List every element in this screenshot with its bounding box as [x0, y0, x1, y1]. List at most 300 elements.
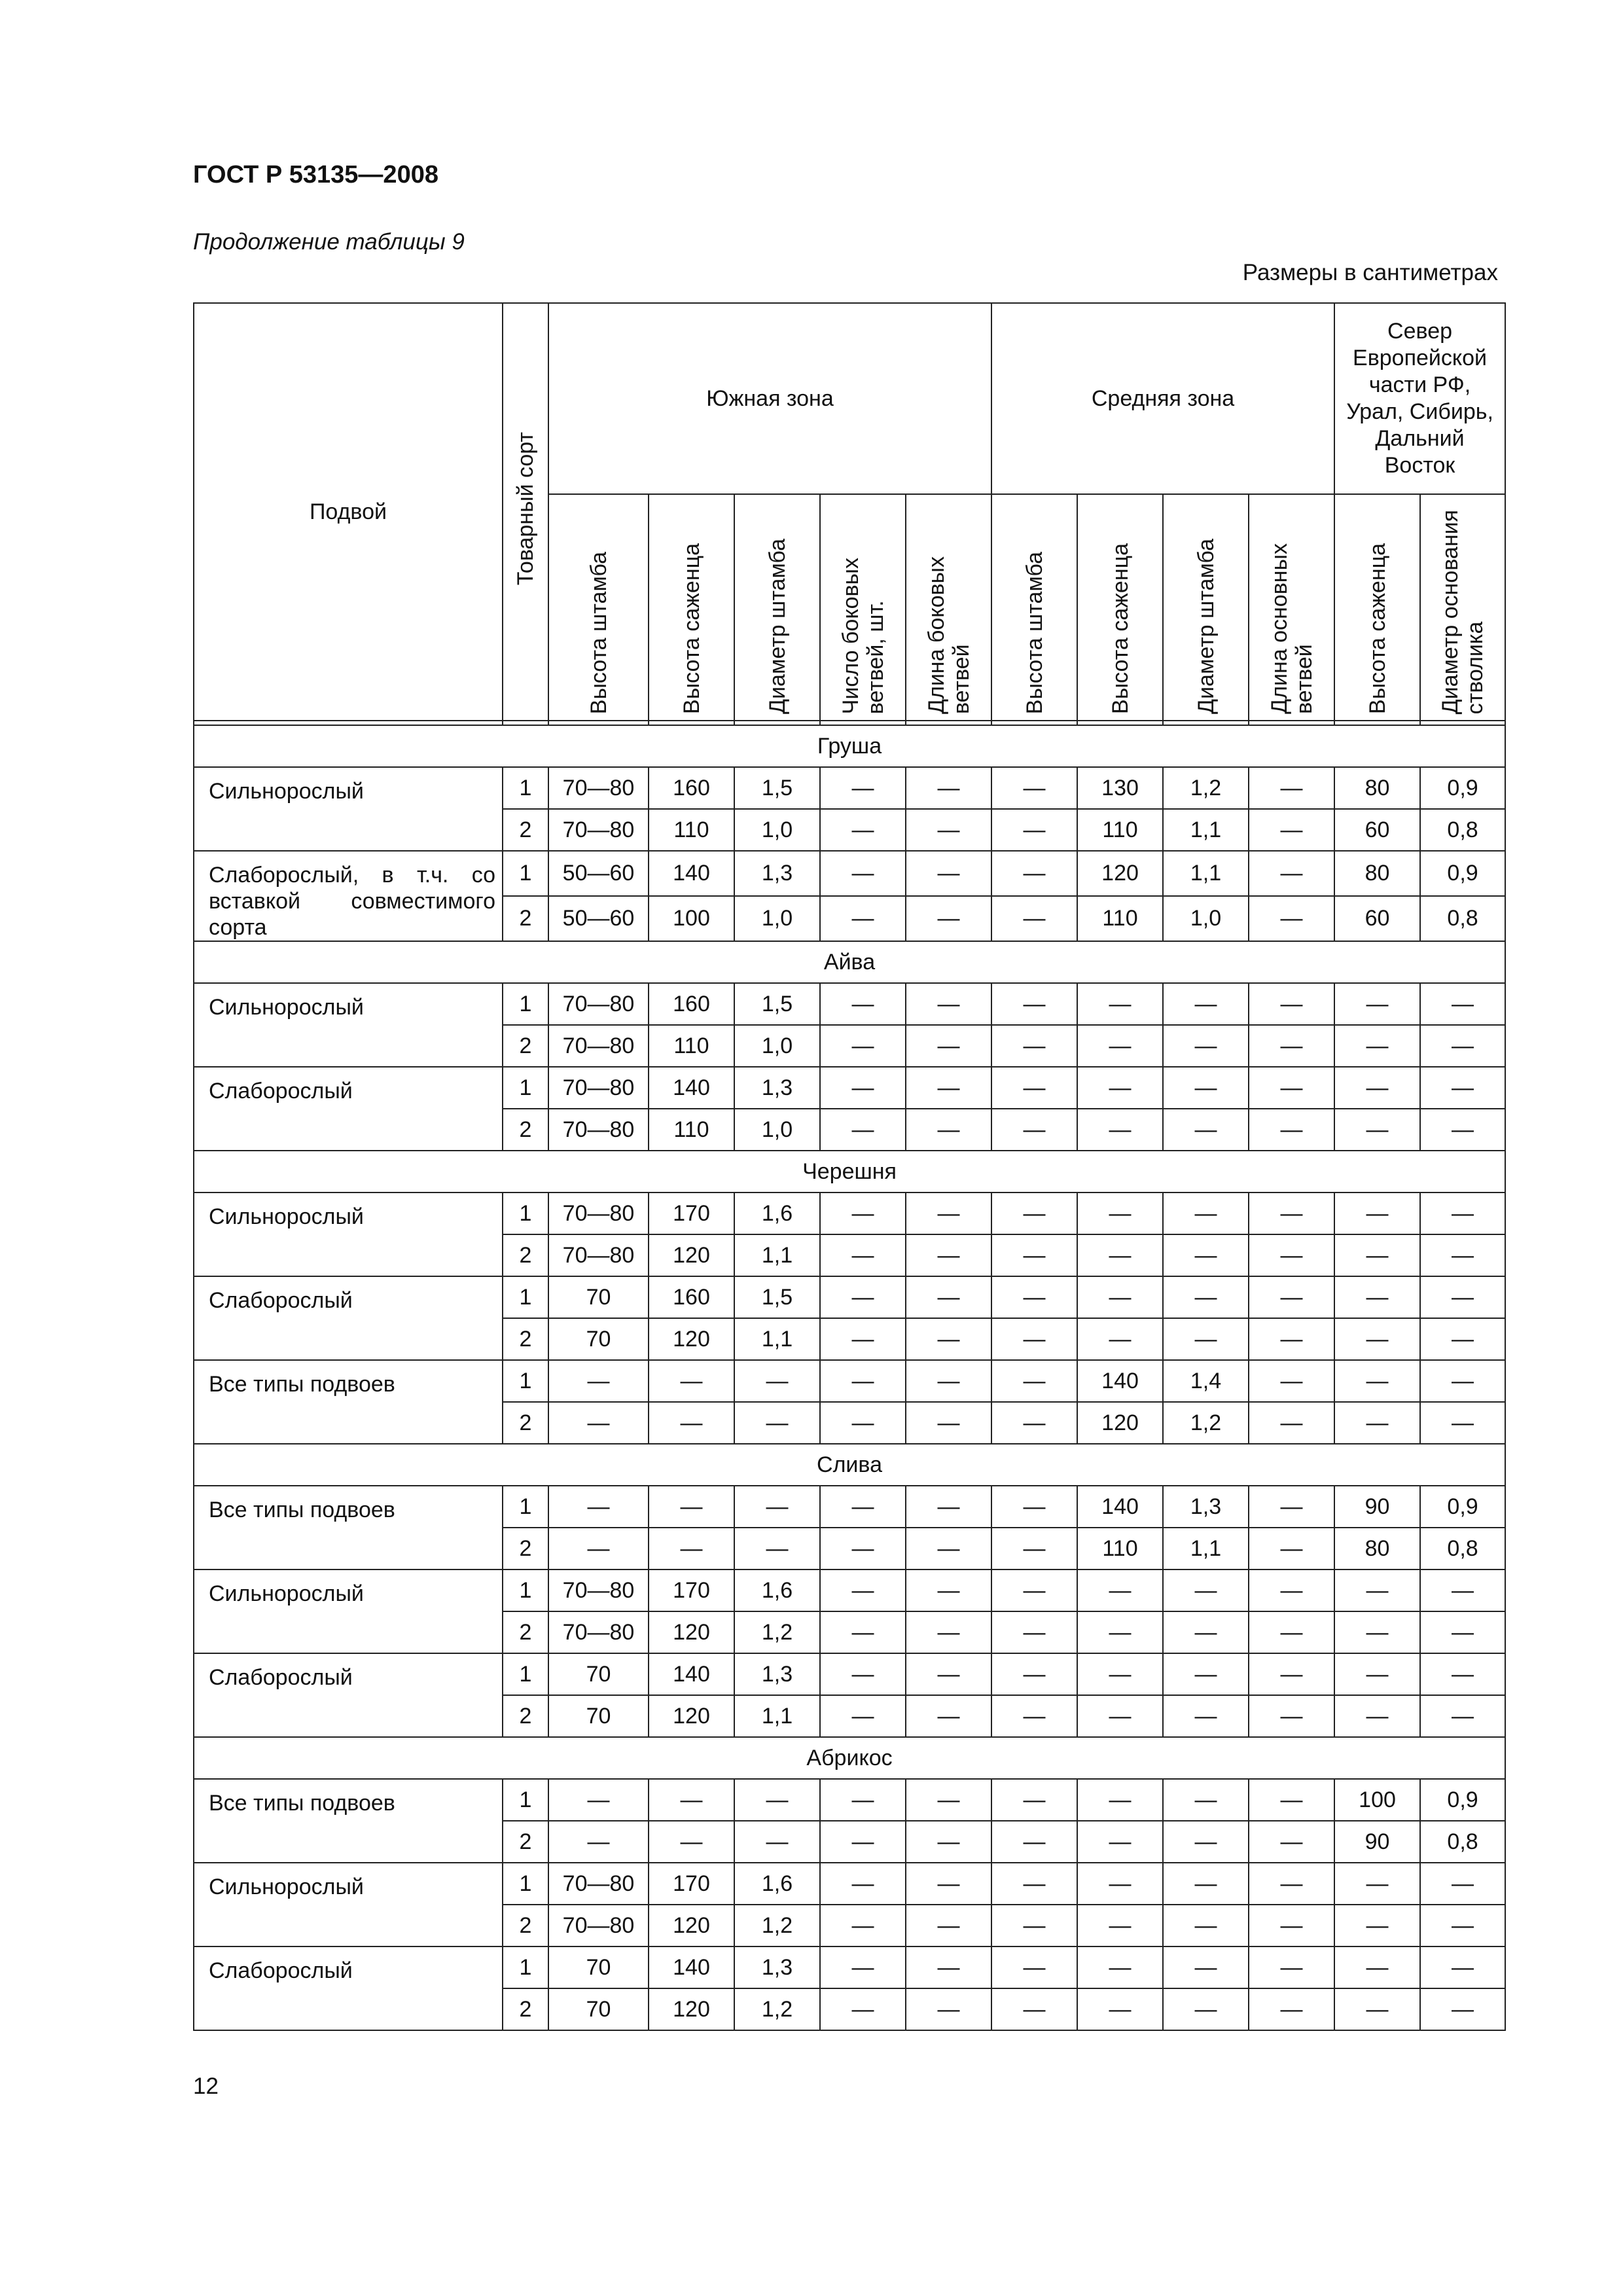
value-cell: — — [820, 851, 906, 896]
value-cell: — — [1077, 1234, 1163, 1276]
grade-cell: 1 — [503, 1276, 548, 1318]
table-row — [194, 983, 1505, 1025]
value-cell: — — [1163, 1863, 1249, 1905]
table-row — [194, 1193, 1505, 1234]
grade-cell: 1 — [503, 1360, 548, 1402]
value-cell: — — [991, 1402, 1077, 1444]
value-cell: — — [1334, 1402, 1420, 1444]
value-cell: 70—80 — [548, 1067, 649, 1109]
value-cell: 0,8 — [1420, 1821, 1505, 1863]
subheader-south-plant-height: Высота саженца — [649, 494, 734, 721]
value-cell: — — [1420, 1067, 1505, 1109]
value-cell: — — [1420, 1318, 1505, 1360]
rootstock-cell: Слаборослый — [194, 1276, 503, 1360]
value-cell: — — [906, 1988, 991, 2030]
value-cell: 70—80 — [548, 1109, 649, 1151]
grade-cell: 2 — [503, 1905, 548, 1946]
value-cell: 70 — [548, 1946, 649, 1988]
value-cell: — — [1420, 1570, 1505, 1611]
value-cell: 110 — [649, 1109, 734, 1151]
value-cell: 1,1 — [1163, 851, 1249, 896]
rootstock-cell: Слаборослый — [194, 1653, 503, 1737]
value-cell: 110 — [1077, 809, 1163, 851]
value-cell: — — [649, 1821, 734, 1863]
value-cell: — — [1077, 1653, 1163, 1695]
value-cell: — — [1077, 1821, 1163, 1863]
value-cell: 1,1 — [734, 1234, 820, 1276]
value-cell: — — [991, 1946, 1077, 1988]
value-cell: — — [1077, 1611, 1163, 1653]
value-cell: — — [1249, 983, 1334, 1025]
value-cell: 130 — [1077, 767, 1163, 809]
value-cell: — — [649, 1779, 734, 1821]
value-cell: 120 — [1077, 1402, 1163, 1444]
value-cell: — — [1249, 767, 1334, 809]
table-row — [194, 1067, 1505, 1109]
value-cell: 0,9 — [1420, 767, 1505, 809]
value-cell: 1,5 — [734, 1276, 820, 1318]
value-cell: — — [1249, 1067, 1334, 1109]
grade-cell: 2 — [503, 1109, 548, 1151]
value-cell: — — [1249, 1025, 1334, 1067]
value-cell: — — [906, 1276, 991, 1318]
table-row — [194, 1360, 1505, 1402]
value-cell: — — [820, 1234, 906, 1276]
value-cell: — — [734, 1486, 820, 1528]
value-cell: 120 — [649, 1988, 734, 2030]
value-cell: — — [906, 1695, 991, 1737]
value-cell: 1,2 — [734, 1988, 820, 2030]
value-cell: 1,4 — [1163, 1360, 1249, 1402]
value-cell: — — [1163, 1025, 1249, 1067]
value-cell: — — [820, 1025, 906, 1067]
value-cell: 80 — [1334, 767, 1420, 809]
north-zone-header — [1334, 303, 1505, 494]
value-cell: 110 — [1077, 1528, 1163, 1570]
grade-cell: 2 — [503, 1402, 548, 1444]
value-cell: — — [991, 851, 1077, 896]
value-cell: 1,1 — [1163, 809, 1249, 851]
col-grade-label: Товарный сорт — [513, 431, 538, 586]
value-cell: — — [820, 1486, 906, 1528]
value-cell: — — [1077, 1863, 1163, 1905]
value-cell: — — [1420, 1695, 1505, 1737]
value-cell: — — [820, 1402, 906, 1444]
value-cell: — — [1249, 851, 1334, 896]
value-cell: — — [548, 1486, 649, 1528]
value-cell: 170 — [649, 1863, 734, 1905]
value-cell: 1,0 — [734, 896, 820, 941]
value-cell: — — [820, 1779, 906, 1821]
value-cell: — — [820, 1360, 906, 1402]
value-cell: — — [820, 1193, 906, 1234]
value-cell: — — [820, 896, 906, 941]
value-cell: — — [1334, 1905, 1420, 1946]
value-cell: — — [820, 1863, 906, 1905]
value-cell: — — [1249, 896, 1334, 941]
value-cell: — — [906, 1067, 991, 1109]
value-cell: — — [1249, 1109, 1334, 1151]
value-cell: 70—80 — [548, 809, 649, 851]
value-cell: — — [820, 1905, 906, 1946]
value-cell: — — [1420, 1611, 1505, 1653]
grade-cell: 2 — [503, 1528, 548, 1570]
value-cell: 1,0 — [734, 1025, 820, 1067]
rootstock-cell: Сильнорослый — [194, 1193, 503, 1276]
value-cell: — — [1334, 1653, 1420, 1695]
value-cell: 0,9 — [1420, 851, 1505, 896]
grade-cell: 1 — [503, 1653, 548, 1695]
value-cell: — — [820, 1528, 906, 1570]
value-cell: — — [1077, 1318, 1163, 1360]
grade-cell: 1 — [503, 851, 548, 896]
value-cell: 1,3 — [734, 1946, 820, 1988]
value-cell: 70 — [548, 1988, 649, 2030]
crop-section-title: Абрикос — [194, 1737, 1505, 1779]
value-cell: 70—80 — [548, 1570, 649, 1611]
grade-cell: 1 — [503, 1946, 548, 1988]
value-cell: 0,9 — [1420, 1486, 1505, 1528]
value-cell: — — [1420, 1360, 1505, 1402]
value-cell: — — [1077, 1109, 1163, 1151]
crop-section-title: Груша — [194, 725, 1505, 767]
subheader-middle-main-branch-length: Длина основных ветвей — [1249, 494, 1334, 721]
value-cell: 70—80 — [548, 983, 649, 1025]
value-cell: — — [906, 896, 991, 941]
value-cell: — — [1334, 1067, 1420, 1109]
value-cell: — — [906, 1653, 991, 1695]
value-cell: — — [1249, 1234, 1334, 1276]
subheader-north-trunk-base-diameter: Диаметр основания стволика — [1420, 494, 1505, 721]
value-cell: — — [906, 1779, 991, 1821]
value-cell: — — [906, 1234, 991, 1276]
value-cell: — — [1420, 1025, 1505, 1067]
value-cell: 1,3 — [734, 1653, 820, 1695]
rootstock-cell: Слаборослый — [194, 1946, 503, 2030]
value-cell: 1,0 — [734, 809, 820, 851]
value-cell: — — [906, 1821, 991, 1863]
value-cell: — — [1077, 1067, 1163, 1109]
value-cell: 0,8 — [1420, 896, 1505, 941]
value-cell: — — [734, 1402, 820, 1444]
value-cell: — — [1249, 1946, 1334, 1988]
value-cell: — — [1163, 1234, 1249, 1276]
value-cell: — — [1334, 1193, 1420, 1234]
value-cell: 80 — [1334, 1528, 1420, 1570]
rootstock-cell: Слаборослый — [194, 1067, 503, 1151]
value-cell: 50—60 — [548, 851, 649, 896]
value-cell: — — [1420, 1193, 1505, 1234]
grade-cell: 1 — [503, 1863, 548, 1905]
rootstock-cell: Сильнорослый — [194, 1863, 503, 1946]
value-cell: — — [906, 851, 991, 896]
value-cell: — — [1077, 983, 1163, 1025]
table-row — [194, 1779, 1505, 1821]
value-cell: — — [1163, 1988, 1249, 2030]
value-cell: 120 — [1077, 851, 1163, 896]
value-cell: 1,6 — [734, 1863, 820, 1905]
crop-section-row — [194, 1444, 1505, 1486]
value-cell: 1,2 — [1163, 1402, 1249, 1444]
value-cell: — — [906, 1946, 991, 1988]
value-cell: — — [1163, 1821, 1249, 1863]
subheader-south-branch-count: Число боковых ветвей, шт. — [820, 494, 906, 721]
value-cell: — — [1077, 1946, 1163, 1988]
value-cell: — — [991, 1611, 1077, 1653]
value-cell: 170 — [649, 1193, 734, 1234]
middle-zone-header: Средняя зона — [991, 303, 1334, 494]
value-cell: 140 — [1077, 1486, 1163, 1528]
value-cell: — — [991, 983, 1077, 1025]
value-cell: — — [906, 1318, 991, 1360]
value-cell: — — [1420, 1402, 1505, 1444]
value-cell: 140 — [649, 1653, 734, 1695]
value-cell: — — [991, 896, 1077, 941]
subheader-south-stem-diameter: Диаметр штамба — [734, 494, 820, 721]
value-cell: — — [1163, 1905, 1249, 1946]
value-cell: — — [1077, 1193, 1163, 1234]
value-cell: — — [1163, 1611, 1249, 1653]
value-cell: — — [548, 1528, 649, 1570]
crop-section-title: Слива — [194, 1444, 1505, 1486]
value-cell: — — [906, 1025, 991, 1067]
value-cell: — — [820, 1695, 906, 1737]
value-cell: — — [1249, 1821, 1334, 1863]
value-cell: — — [1334, 1988, 1420, 2030]
table-header — [194, 303, 1505, 725]
rootstock-cell: Все типы подвоев — [194, 1360, 503, 1444]
value-cell: — — [906, 767, 991, 809]
value-cell: 1,2 — [1163, 767, 1249, 809]
value-cell: 120 — [649, 1695, 734, 1737]
value-cell: — — [820, 1821, 906, 1863]
value-cell: 60 — [1334, 896, 1420, 941]
value-cell: — — [1163, 1653, 1249, 1695]
value-cell: — — [991, 1234, 1077, 1276]
value-cell: — — [1334, 1318, 1420, 1360]
value-cell: — — [906, 1360, 991, 1402]
value-cell: 120 — [649, 1905, 734, 1946]
value-cell: — — [1249, 1611, 1334, 1653]
value-cell: 120 — [649, 1318, 734, 1360]
value-cell: — — [820, 1570, 906, 1611]
value-cell: — — [906, 1611, 991, 1653]
value-cell: — — [906, 1109, 991, 1151]
value-cell: — — [1249, 1360, 1334, 1402]
value-cell: — — [1163, 1570, 1249, 1611]
value-cell: 110 — [1077, 896, 1163, 941]
grade-cell: 2 — [503, 1695, 548, 1737]
value-cell: 100 — [1334, 1779, 1420, 1821]
value-cell: 1,0 — [1163, 896, 1249, 941]
grade-cell: 1 — [503, 1486, 548, 1528]
value-cell: 60 — [1334, 809, 1420, 851]
grade-cell: 1 — [503, 767, 548, 809]
value-cell: 110 — [649, 809, 734, 851]
value-cell: — — [991, 1695, 1077, 1737]
subheader-north-plant-height: Высота саженца — [1334, 494, 1420, 721]
value-cell: 1,5 — [734, 767, 820, 809]
value-cell: — — [1334, 983, 1420, 1025]
value-cell: — — [991, 1653, 1077, 1695]
value-cell: 1,3 — [734, 851, 820, 896]
value-cell: — — [820, 1611, 906, 1653]
value-cell: — — [906, 1905, 991, 1946]
value-cell: — — [1077, 1779, 1163, 1821]
value-cell: — — [1163, 1695, 1249, 1737]
table-row — [194, 767, 1505, 809]
header-double-rule — [194, 721, 1505, 725]
crop-section-row — [194, 941, 1505, 983]
value-cell: — — [734, 1528, 820, 1570]
subheader-middle-stem-height: Высота штамба — [991, 494, 1077, 721]
value-cell: — — [991, 1276, 1077, 1318]
value-cell: 80 — [1334, 851, 1420, 896]
value-cell: 1,1 — [734, 1318, 820, 1360]
table-row — [194, 1276, 1505, 1318]
value-cell: — — [649, 1486, 734, 1528]
grade-cell: 2 — [503, 1318, 548, 1360]
value-cell: — — [820, 983, 906, 1025]
crop-section-row — [194, 1151, 1505, 1193]
value-cell: 1,3 — [1163, 1486, 1249, 1528]
value-cell: — — [548, 1402, 649, 1444]
value-cell: 140 — [649, 851, 734, 896]
value-cell: 120 — [649, 1234, 734, 1276]
value-cell: 90 — [1334, 1821, 1420, 1863]
value-cell: — — [1249, 809, 1334, 851]
grade-cell: 2 — [503, 1025, 548, 1067]
value-cell: — — [1334, 1570, 1420, 1611]
rootstock-cell: Все типы подвоев — [194, 1486, 503, 1570]
document-code: ГОСТ Р 53135—2008 — [193, 161, 438, 188]
value-cell: — — [1077, 1905, 1163, 1946]
value-cell: — — [1420, 1276, 1505, 1318]
value-cell: — — [548, 1821, 649, 1863]
value-cell: — — [1077, 1988, 1163, 2030]
value-cell: — — [1249, 1193, 1334, 1234]
value-cell: — — [1249, 1318, 1334, 1360]
value-cell: — — [991, 1905, 1077, 1946]
value-cell: — — [820, 1653, 906, 1695]
value-cell: — — [1249, 1695, 1334, 1737]
value-cell: 70—80 — [548, 1234, 649, 1276]
value-cell: — — [991, 1109, 1077, 1151]
value-cell: — — [1334, 1234, 1420, 1276]
value-cell: — — [1420, 983, 1505, 1025]
value-cell: 160 — [649, 1276, 734, 1318]
rootstock-cell: Все типы подвоев — [194, 1779, 503, 1863]
value-cell: — — [991, 1025, 1077, 1067]
value-cell: — — [906, 1528, 991, 1570]
grade-cell: 2 — [503, 1611, 548, 1653]
grade-cell: 1 — [503, 1067, 548, 1109]
value-cell: 0,9 — [1420, 1779, 1505, 1821]
value-cell: 140 — [649, 1946, 734, 1988]
value-cell: — — [1077, 1276, 1163, 1318]
value-cell: 70—80 — [548, 767, 649, 809]
value-cell: — — [991, 1863, 1077, 1905]
value-cell: — — [1163, 1109, 1249, 1151]
table-continuation-caption: Продолжение таблицы 9 — [193, 229, 465, 255]
value-cell: — — [906, 1570, 991, 1611]
value-cell: — — [649, 1402, 734, 1444]
value-cell: — — [1249, 1779, 1334, 1821]
value-cell: — — [906, 1863, 991, 1905]
subheader-south-branch-length: Длина боковых ветвей — [906, 494, 991, 721]
value-cell: — — [1163, 1193, 1249, 1234]
value-cell: — — [1249, 1988, 1334, 2030]
value-cell: — — [820, 1946, 906, 1988]
value-cell: — — [991, 1570, 1077, 1611]
value-cell: — — [1163, 1276, 1249, 1318]
units-note: Размеры в сантиметрах — [1242, 260, 1498, 285]
grade-cell: 1 — [503, 1193, 548, 1234]
value-cell: — — [649, 1528, 734, 1570]
value-cell: — — [820, 1109, 906, 1151]
value-cell: 70—80 — [548, 1025, 649, 1067]
value-cell: — — [1420, 1109, 1505, 1151]
value-cell: — — [991, 1486, 1077, 1528]
value-cell: 160 — [649, 983, 734, 1025]
value-cell: 70—80 — [548, 1611, 649, 1653]
value-cell: — — [1420, 1234, 1505, 1276]
value-cell: — — [1249, 1905, 1334, 1946]
value-cell: — — [1420, 1946, 1505, 1988]
value-cell: — — [991, 809, 1077, 851]
col-rootstock-header: Подвой — [194, 303, 503, 721]
value-cell: — — [734, 1360, 820, 1402]
rootstock-cell: Сильнорослый — [194, 767, 503, 851]
grade-cell: 1 — [503, 983, 548, 1025]
value-cell: — — [906, 1193, 991, 1234]
north-zone-label: Север Европейской части РФ, Урал, Сибирь, Дальний Восток — [1346, 319, 1493, 478]
value-cell: — — [1163, 1946, 1249, 1988]
value-cell: — — [820, 1988, 906, 2030]
value-cell: — — [906, 1486, 991, 1528]
page-number: 12 — [193, 2073, 219, 2099]
value-cell: — — [820, 1318, 906, 1360]
grade-cell: 1 — [503, 1779, 548, 1821]
subheader-middle-stem-diameter: Диаметр штамба — [1163, 494, 1249, 721]
value-cell: — — [1077, 1025, 1163, 1067]
grade-cell: 2 — [503, 809, 548, 851]
value-cell: 160 — [649, 767, 734, 809]
value-cell: 70 — [548, 1695, 649, 1737]
value-cell: — — [548, 1360, 649, 1402]
value-cell: 120 — [649, 1611, 734, 1653]
value-cell: 70 — [548, 1653, 649, 1695]
value-cell: — — [991, 1360, 1077, 1402]
subheader-middle-plant-height: Высота саженца — [1077, 494, 1163, 721]
table-row — [194, 1653, 1505, 1695]
value-cell: 100 — [649, 896, 734, 941]
value-cell: — — [1334, 1695, 1420, 1737]
value-cell: — — [1420, 1988, 1505, 2030]
value-cell: 1,5 — [734, 983, 820, 1025]
value-cell: 90 — [1334, 1486, 1420, 1528]
value-cell: 1,3 — [734, 1067, 820, 1109]
value-cell: 170 — [649, 1570, 734, 1611]
value-cell: — — [991, 1193, 1077, 1234]
value-cell: — — [991, 1988, 1077, 2030]
value-cell: — — [1334, 1611, 1420, 1653]
crop-section-row — [194, 725, 1505, 767]
value-cell: 140 — [1077, 1360, 1163, 1402]
south-zone-header: Южная зона — [548, 303, 991, 494]
value-cell: — — [1334, 1276, 1420, 1318]
value-cell: — — [649, 1360, 734, 1402]
